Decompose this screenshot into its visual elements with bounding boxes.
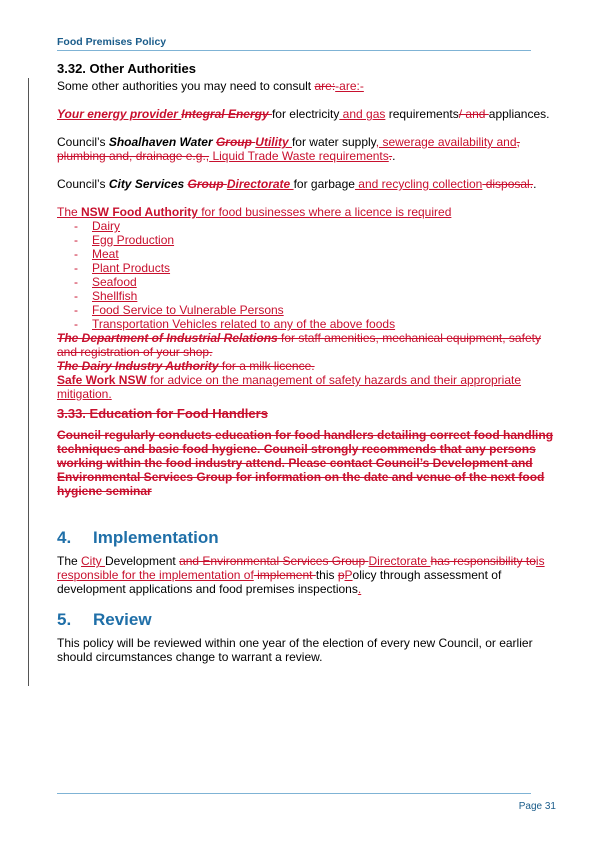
page-content bbox=[57, 60, 557, 664]
dairy-authority-text: for a milk licence. bbox=[218, 359, 315, 373]
city-deleted-group: Group bbox=[187, 177, 227, 191]
implementation-paragraph bbox=[57, 554, 557, 596]
energy-provider-inserted: Your energy provider bbox=[57, 107, 182, 121]
safe-work-text: for advice on the management of safety hazards and their appropriate mitigation. bbox=[57, 373, 522, 401]
list-item: - Dairy bbox=[74, 219, 121, 233]
city-text-2: for garbage bbox=[293, 177, 355, 191]
water-deleted-period: . bbox=[388, 149, 393, 163]
list-item-label: Food Service to Vulnerable Persons bbox=[92, 303, 284, 317]
section-5-heading bbox=[57, 610, 557, 630]
list-item: - Shellfish bbox=[74, 289, 138, 303]
impl-inserted-directorate: Directorate bbox=[368, 554, 431, 568]
dairy-authority-paragraph bbox=[57, 359, 557, 373]
water-name: Shoalhaven Water bbox=[108, 135, 216, 149]
list-item: - Egg Production bbox=[74, 233, 175, 247]
section-4-heading bbox=[57, 528, 557, 548]
city-inserted-recycling: and recycling collection bbox=[354, 177, 483, 191]
nsw-name: NSW Food Authority bbox=[81, 205, 198, 219]
impl-deleted-p: p bbox=[337, 568, 345, 582]
energy-text-3: appliances. bbox=[488, 107, 550, 121]
city-name: City Services bbox=[108, 177, 188, 191]
list-item: - Meat bbox=[74, 247, 119, 261]
list-item: - Food Service to Vulnerable Persons bbox=[74, 303, 284, 317]
impl-deleted-responsibility: has responsibility to bbox=[430, 554, 536, 568]
change-bar bbox=[28, 78, 29, 686]
water-deleted-plumbing: , plumbing and, drainage e.g., bbox=[57, 135, 520, 163]
intro-inserted: -are:- bbox=[335, 79, 364, 93]
safe-work-paragraph bbox=[57, 373, 557, 401]
nsw-intro-1: The bbox=[57, 205, 82, 219]
city-inserted-directorate: Directorate bbox=[226, 177, 294, 191]
water-deleted-group: Group bbox=[215, 135, 256, 149]
water-text-1: Council’s bbox=[57, 135, 109, 149]
water-text-2: for water supply bbox=[291, 135, 376, 149]
list-item-label: Egg Production bbox=[92, 233, 175, 247]
licence-list bbox=[74, 219, 557, 331]
list-item-label: Transportation Vehicles related to any of the above foods bbox=[92, 317, 396, 331]
impl-inserted-responsible: is responsible for the implementation of bbox=[57, 554, 545, 582]
intro-paragraph bbox=[57, 79, 557, 93]
section-5-number: 5. bbox=[57, 610, 72, 629]
industrial-relations-text: for staff amenities, mechanical equipment, safety and registration of your shop. bbox=[57, 331, 541, 359]
water-inserted-sewerage: , sewerage availability and bbox=[375, 135, 517, 149]
energy-deleted-and: / and bbox=[458, 107, 489, 121]
header-title: Food Premises Policy bbox=[57, 36, 167, 48]
impl-text-2: Development bbox=[105, 554, 180, 568]
list-item-label: Plant Products bbox=[92, 261, 171, 275]
energy-paragraph bbox=[57, 107, 557, 121]
energy-inserted-gas: and gas bbox=[339, 107, 386, 121]
impl-inserted-period: . bbox=[357, 582, 362, 596]
water-text-3: . bbox=[392, 149, 396, 163]
education-paragraph: Council regularly conducts education for food handlers detailing correct food handling techniques and basic food hygiene. Council strongly recommends that any persons working within the food industry attend. Please contact Council’s Development and Environmental Services Group for information on the date and venue of the next food hygiene seminar bbox=[57, 428, 554, 498]
section-5-title: Review bbox=[93, 610, 152, 629]
energy-provider-deleted: Integral Energy bbox=[181, 107, 272, 121]
city-deleted-disposal: disposal. bbox=[482, 177, 534, 191]
city-paragraph bbox=[57, 177, 557, 191]
impl-inserted-city: City bbox=[81, 554, 106, 568]
water-inserted-utility: Utility bbox=[255, 135, 292, 149]
section-3-33-title: 3.33. Education for Food Handlers bbox=[57, 406, 268, 421]
list-item-label: Shellfish bbox=[92, 289, 138, 303]
list-item: - Plant Products bbox=[74, 261, 171, 275]
list-item-label: Seafood bbox=[92, 275, 137, 289]
water-paragraph bbox=[57, 135, 557, 163]
industrial-relations-paragraph bbox=[57, 331, 557, 359]
city-text-1: Council’s bbox=[57, 177, 109, 191]
city-text-3: . bbox=[533, 177, 537, 191]
list-item-label: Meat bbox=[92, 247, 119, 261]
impl-text-1: The bbox=[57, 554, 82, 568]
impl-text-4: olicy through assessment of development applications and food premises inspections bbox=[57, 568, 502, 596]
impl-deleted-env: and Environmental Services Group bbox=[179, 554, 369, 568]
dairy-authority-name: The Dairy Industry Authority bbox=[57, 359, 219, 373]
page-number: Page 31 bbox=[518, 801, 556, 812]
impl-text-3: this bbox=[315, 568, 338, 582]
intro-deleted: are: bbox=[314, 79, 336, 93]
list-item-label: Dairy bbox=[92, 219, 121, 233]
nsw-food-authority-paragraph bbox=[57, 205, 557, 219]
energy-text-2: requirements bbox=[385, 107, 459, 121]
impl-deleted-implement: implement bbox=[253, 568, 316, 582]
section-4-number: 4. bbox=[57, 528, 72, 547]
section-3-32-title: 3.32. Other Authorities bbox=[57, 61, 196, 76]
list-item: - Seafood bbox=[74, 275, 137, 289]
section-4-title: Implementation bbox=[93, 528, 219, 547]
industrial-relations-name: The Department of Industrial Relations bbox=[57, 331, 278, 345]
footer-rule bbox=[57, 793, 531, 794]
safe-work-name: Safe Work NSW bbox=[57, 373, 147, 387]
impl-inserted-P: P bbox=[344, 568, 353, 582]
nsw-intro-2: for food businesses where a licence is required bbox=[197, 205, 452, 219]
list-item: - Transportation Vehicles related to any of the above foods bbox=[74, 317, 396, 331]
review-paragraph: This policy will be reviewed within one year of the election of every new Council, or earlier should circumstances change to warrant a review. bbox=[57, 636, 533, 664]
header-rule bbox=[57, 50, 531, 51]
intro-text: Some other authorities you may need to consult bbox=[57, 79, 315, 93]
water-inserted-trade-waste: Liquid Trade Waste requirements bbox=[209, 149, 389, 163]
energy-text-1: for electricity bbox=[271, 107, 340, 121]
